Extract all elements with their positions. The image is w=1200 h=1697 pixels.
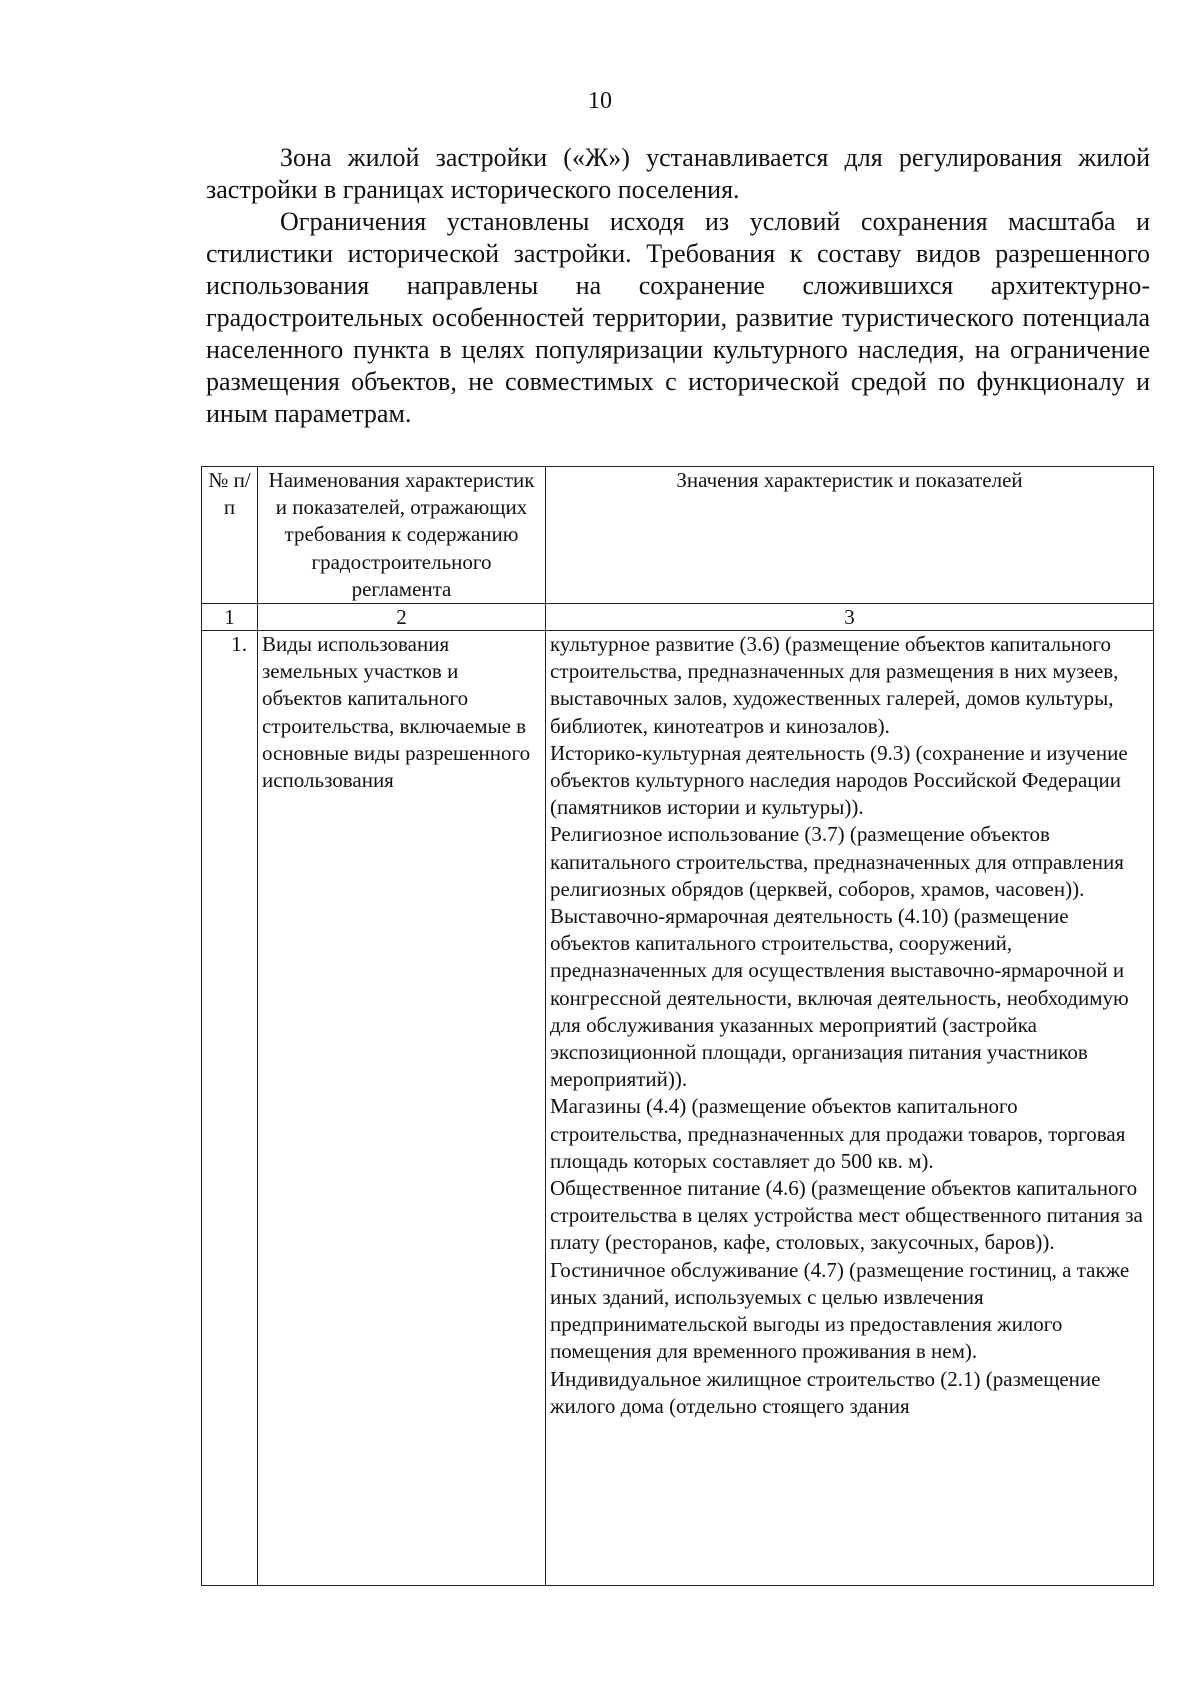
land-use-entry: Гостиничное обслуживание (4.7) (размещение гостиниц, а также иных зданий, используемых с целью извлечения предпринимательской выгоды из предоставления жилого помещения для временного проживания в нем). xyxy=(550,1257,1130,1364)
header-characteristics-name: Наименования характеристик и показателей, отражающих требования к содержанию градостроительного регламента xyxy=(258,467,546,604)
index-cell: 1 xyxy=(202,604,258,631)
row-characteristic-name: Виды использования земельных участков и объектов капитального строительства, включаемые в основные виды разрешенного использования xyxy=(258,631,546,1586)
paragraph-restrictions: Ограничения установлены исходя из условий сохранения масштаба и стилистики исторической застройки. Требования к составу видов разрешенного использования направлены на сохранение сложившихся архитектурно-градостроительных особенностей территории, развитие туристического потенциала населенного пункта в целях популяризации культурного наследия, на ограничение размещения объектов, не совместимых с исторической средой по функционалу и иным параметрам. xyxy=(206,207,1150,428)
land-use-entry: Выставочно-ярмарочная деятельность (4.10) (размещение объектов капитального строительства, сооружений, предназначенных для осуществления выставочно-ярмарочной и конгрессной деятельности, включая деятельность, необходимую для обслуживания указанных мероприятий (застройка экспозиционной площади, организация питания участников мероприятий)). xyxy=(550,904,1129,1092)
page-number: 10 xyxy=(588,88,612,114)
row-number: 1. xyxy=(202,631,258,1586)
table-header-row xyxy=(202,467,1154,604)
land-use-entry: Историко-культурная деятельность (9.3) (сохранение и изучение объектов культурного наследия народов Российской Федерации (памятников истории и культуры)). xyxy=(550,740,1128,820)
body-text xyxy=(206,142,1150,430)
land-use-entry: культурное развитие (3.6) (размещение объектов капитального строительства, предназначенных для размещения в них музеев, выставочных залов, художественных галерей, домов культуры, библиотек, кинотеатров и кинозалов). xyxy=(550,632,1119,738)
land-use-entry: Магазины (4.4) (размещение объектов капитального строительства, предназначенных для продажи товаров, торговая площадь которых составляет до 500 кв. м). xyxy=(550,1094,1126,1173)
table-index-row xyxy=(202,604,1154,631)
land-use-entry: Индивидуальное жилищное строительство (2.1) (размещение жилого дома (отдельно стоящего здания xyxy=(550,1366,1101,1418)
header-characteristics-values: Значения характеристик и показателей xyxy=(546,467,1154,604)
header-number: № п/п xyxy=(202,467,258,604)
land-use-entry: Религиозное использование (3.7) (размещение объектов капитального строительства, предназначенных для отправления религиозных обрядов (церквей, соборов, храмов, часовен)). xyxy=(550,822,1124,901)
regulation-table xyxy=(201,466,1154,1586)
index-cell: 3 xyxy=(546,604,1154,631)
paragraph-zone-description: Зона жилой застройки («Ж») устанавливается для регулирования жилой застройки в границах исторического поселения. xyxy=(206,143,1150,204)
index-cell: 2 xyxy=(258,604,546,631)
land-use-entry: Общественное питание (4.6) (размещение объектов капитального строительства в целях устройства мест общественного питания за плату (ресторанов, кафе, столовых, закусочных, баров)). xyxy=(550,1176,1143,1255)
table-row xyxy=(202,631,1154,1586)
row-characteristic-values xyxy=(546,631,1154,1586)
